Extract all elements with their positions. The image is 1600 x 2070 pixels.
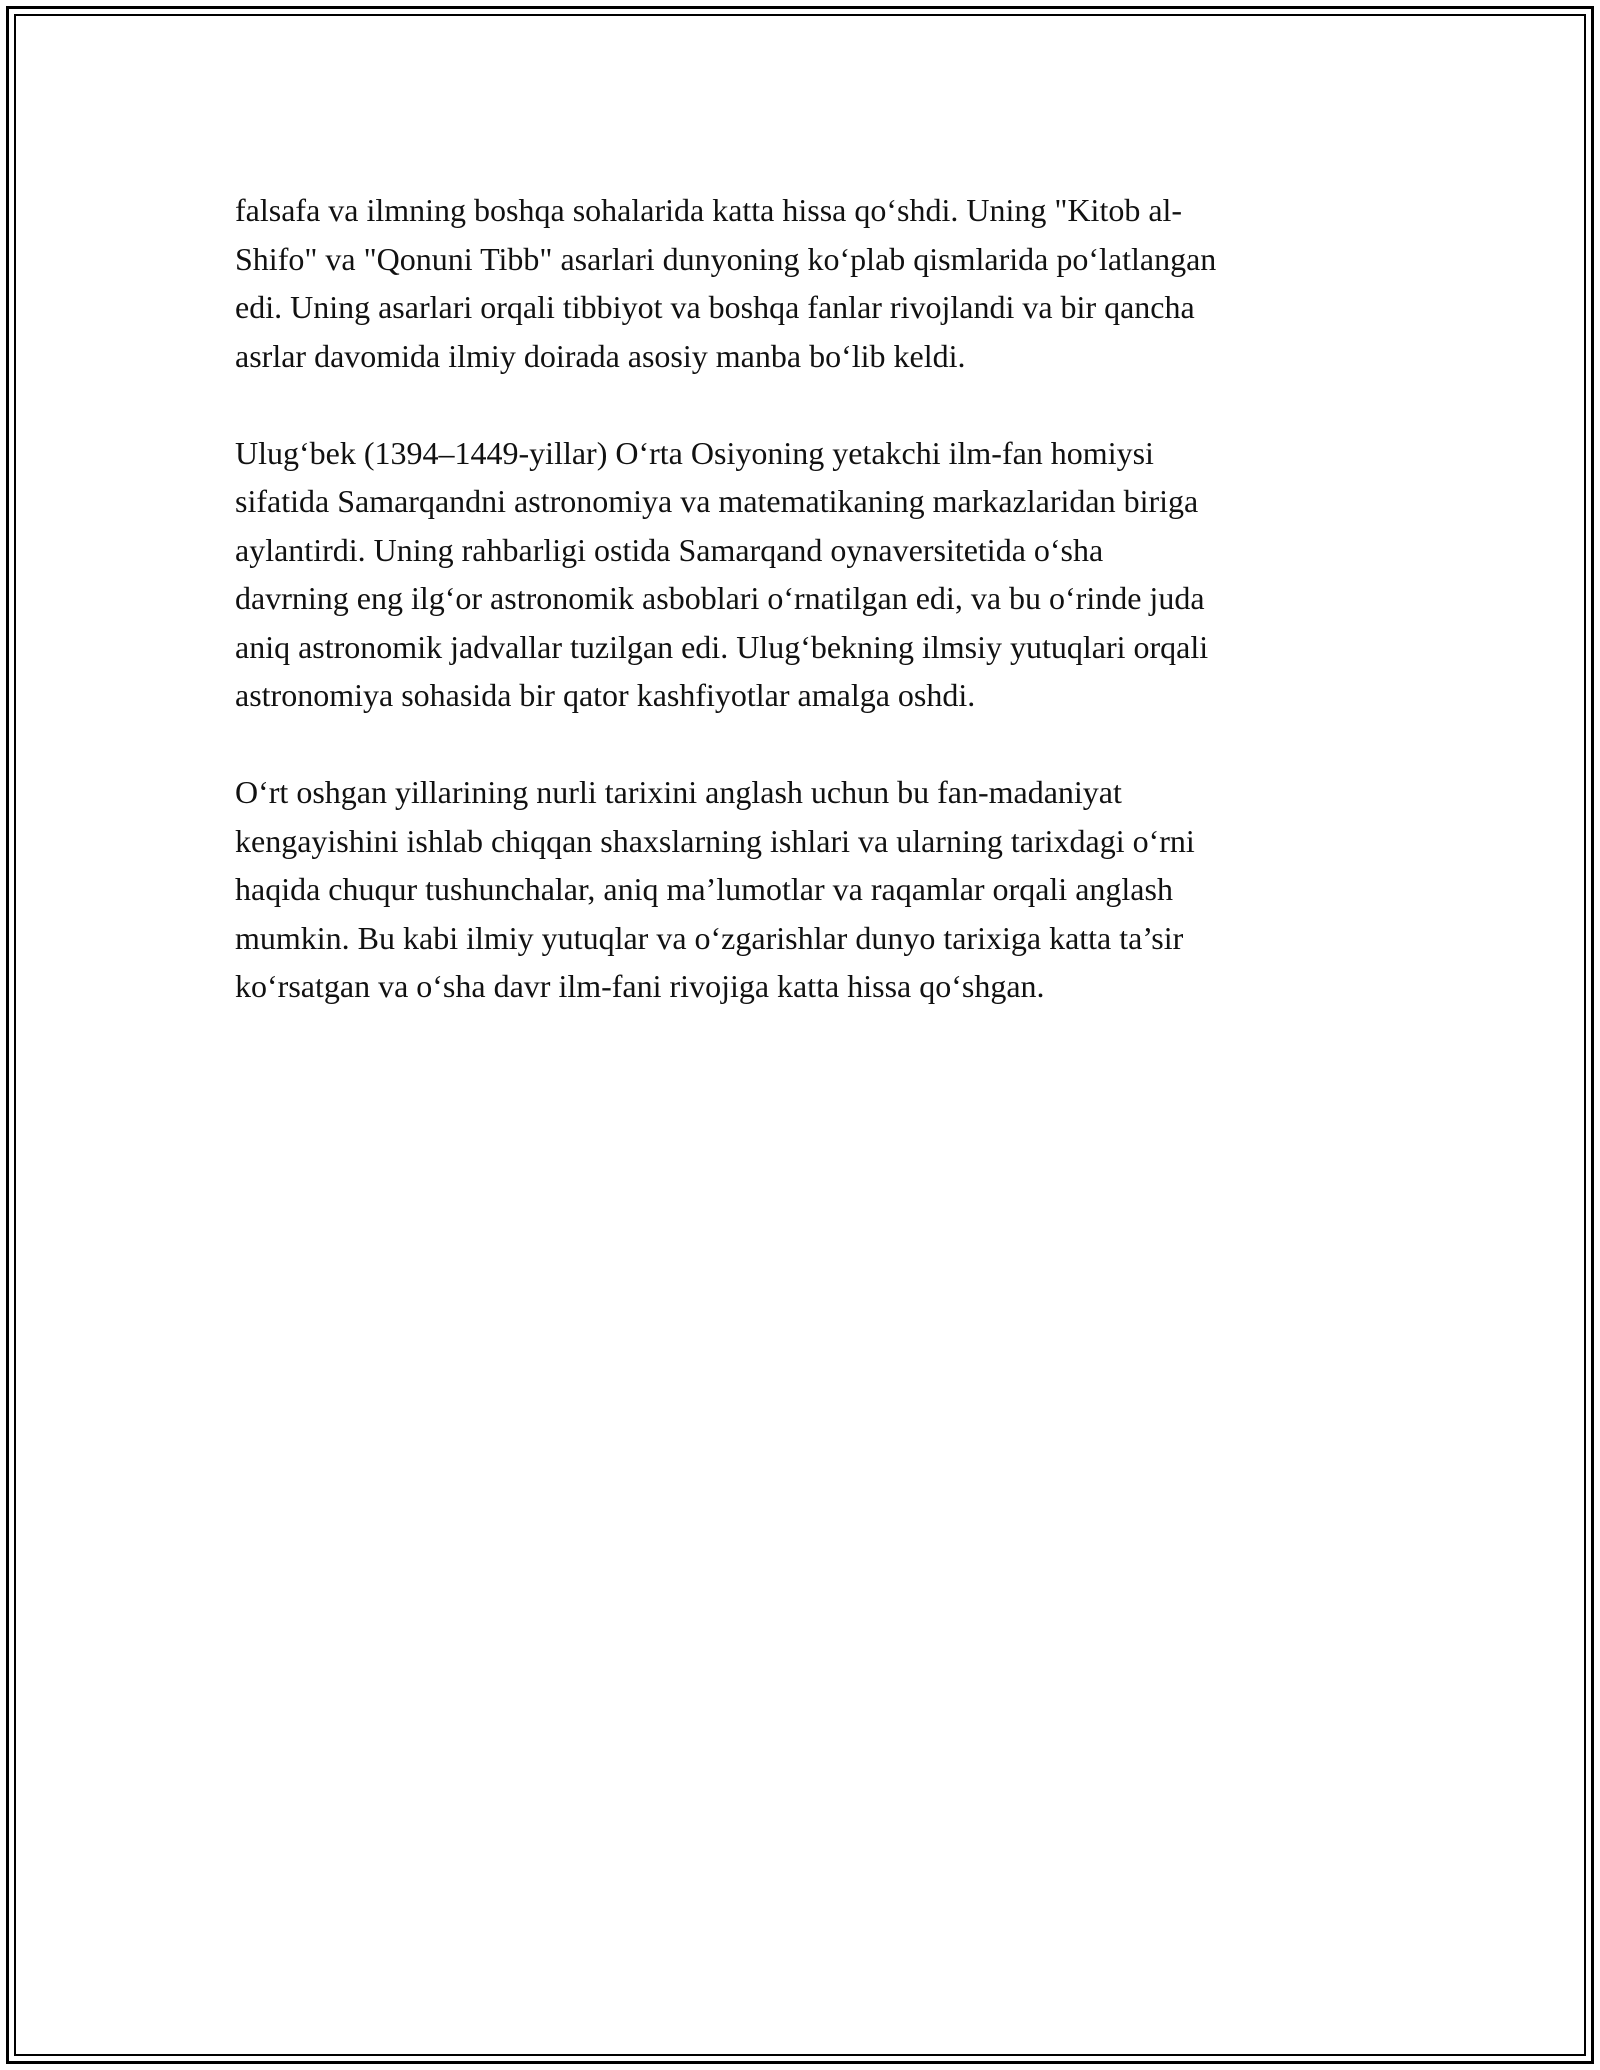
paragraph-2 xyxy=(235,429,1370,720)
paragraph-line: Ulug‘bek (1394–1449-yillar) O‘rta Osiyoning yetakchi ilm-fan homiysi xyxy=(235,434,1154,471)
paragraph-line: aniq astronomik jadvallar tuzilgan edi. Ulug‘bekning ilmsiy yutuqlari orqali xyxy=(235,628,1209,665)
paragraph-line: davrning eng ilg‘or astronomik asboblari o‘rnatilgan edi, va bu o‘rinde juda xyxy=(235,580,1205,616)
paragraph-line: falsafa va ilmning boshqa sohalarida katta hissa qo‘shdi. Uning "Kitob al- xyxy=(235,192,1183,228)
paragraph-line: kengayishini ishlab chiqqan shaxslarning ishlari va ularning tarixdagi o‘rni xyxy=(235,822,1195,859)
paragraph-line: edi. Uning asarlari orqali tibbiyot va boshqa fanlar rivojlandi va bir qancha xyxy=(235,289,1195,325)
paragraph-line: sifatida Samarqandni astronomiya va matematikaning markazlaridan biriga xyxy=(235,483,1199,519)
paragraph-line: asrlar davomida ilmiy doirada asosiy manba bo‘lib keldi. xyxy=(235,337,966,374)
paragraph-line: ko‘rsatgan va o‘sha davr ilm-fani rivojiga katta hissa qo‘shgan. xyxy=(235,968,1045,1004)
paragraph-3 xyxy=(235,768,1370,1011)
paragraph-line: O‘rt oshgan yillarining nurli tarixini anglash uchun bu fan-madaniyat xyxy=(235,774,1122,810)
paragraph-line: haqida chuqur tushunchalar, aniq ma’lumotlar va raqamlar orqali anglash xyxy=(235,871,1173,907)
paragraph-line: aylantirdi. Uning rahbarligi ostida Samarqand oynaversitetida o‘sha xyxy=(235,531,1104,568)
document-body xyxy=(235,186,1370,1059)
paragraph-line: astronomiya sohasida bir qator kashfiyotlar amalga oshdi. xyxy=(235,677,976,713)
paragraph-line: mumkin. Bu kabi ilmiy yutuqlar va o‘zgarishlar dunyo tarixiga katta ta’sir xyxy=(235,919,1184,956)
paragraph-line: Shifo" va "Qonuni Tibb" asarlari dunyoning ko‘plab qismlarida po‘latlangan xyxy=(235,240,1217,277)
paragraph-1 xyxy=(235,186,1370,380)
